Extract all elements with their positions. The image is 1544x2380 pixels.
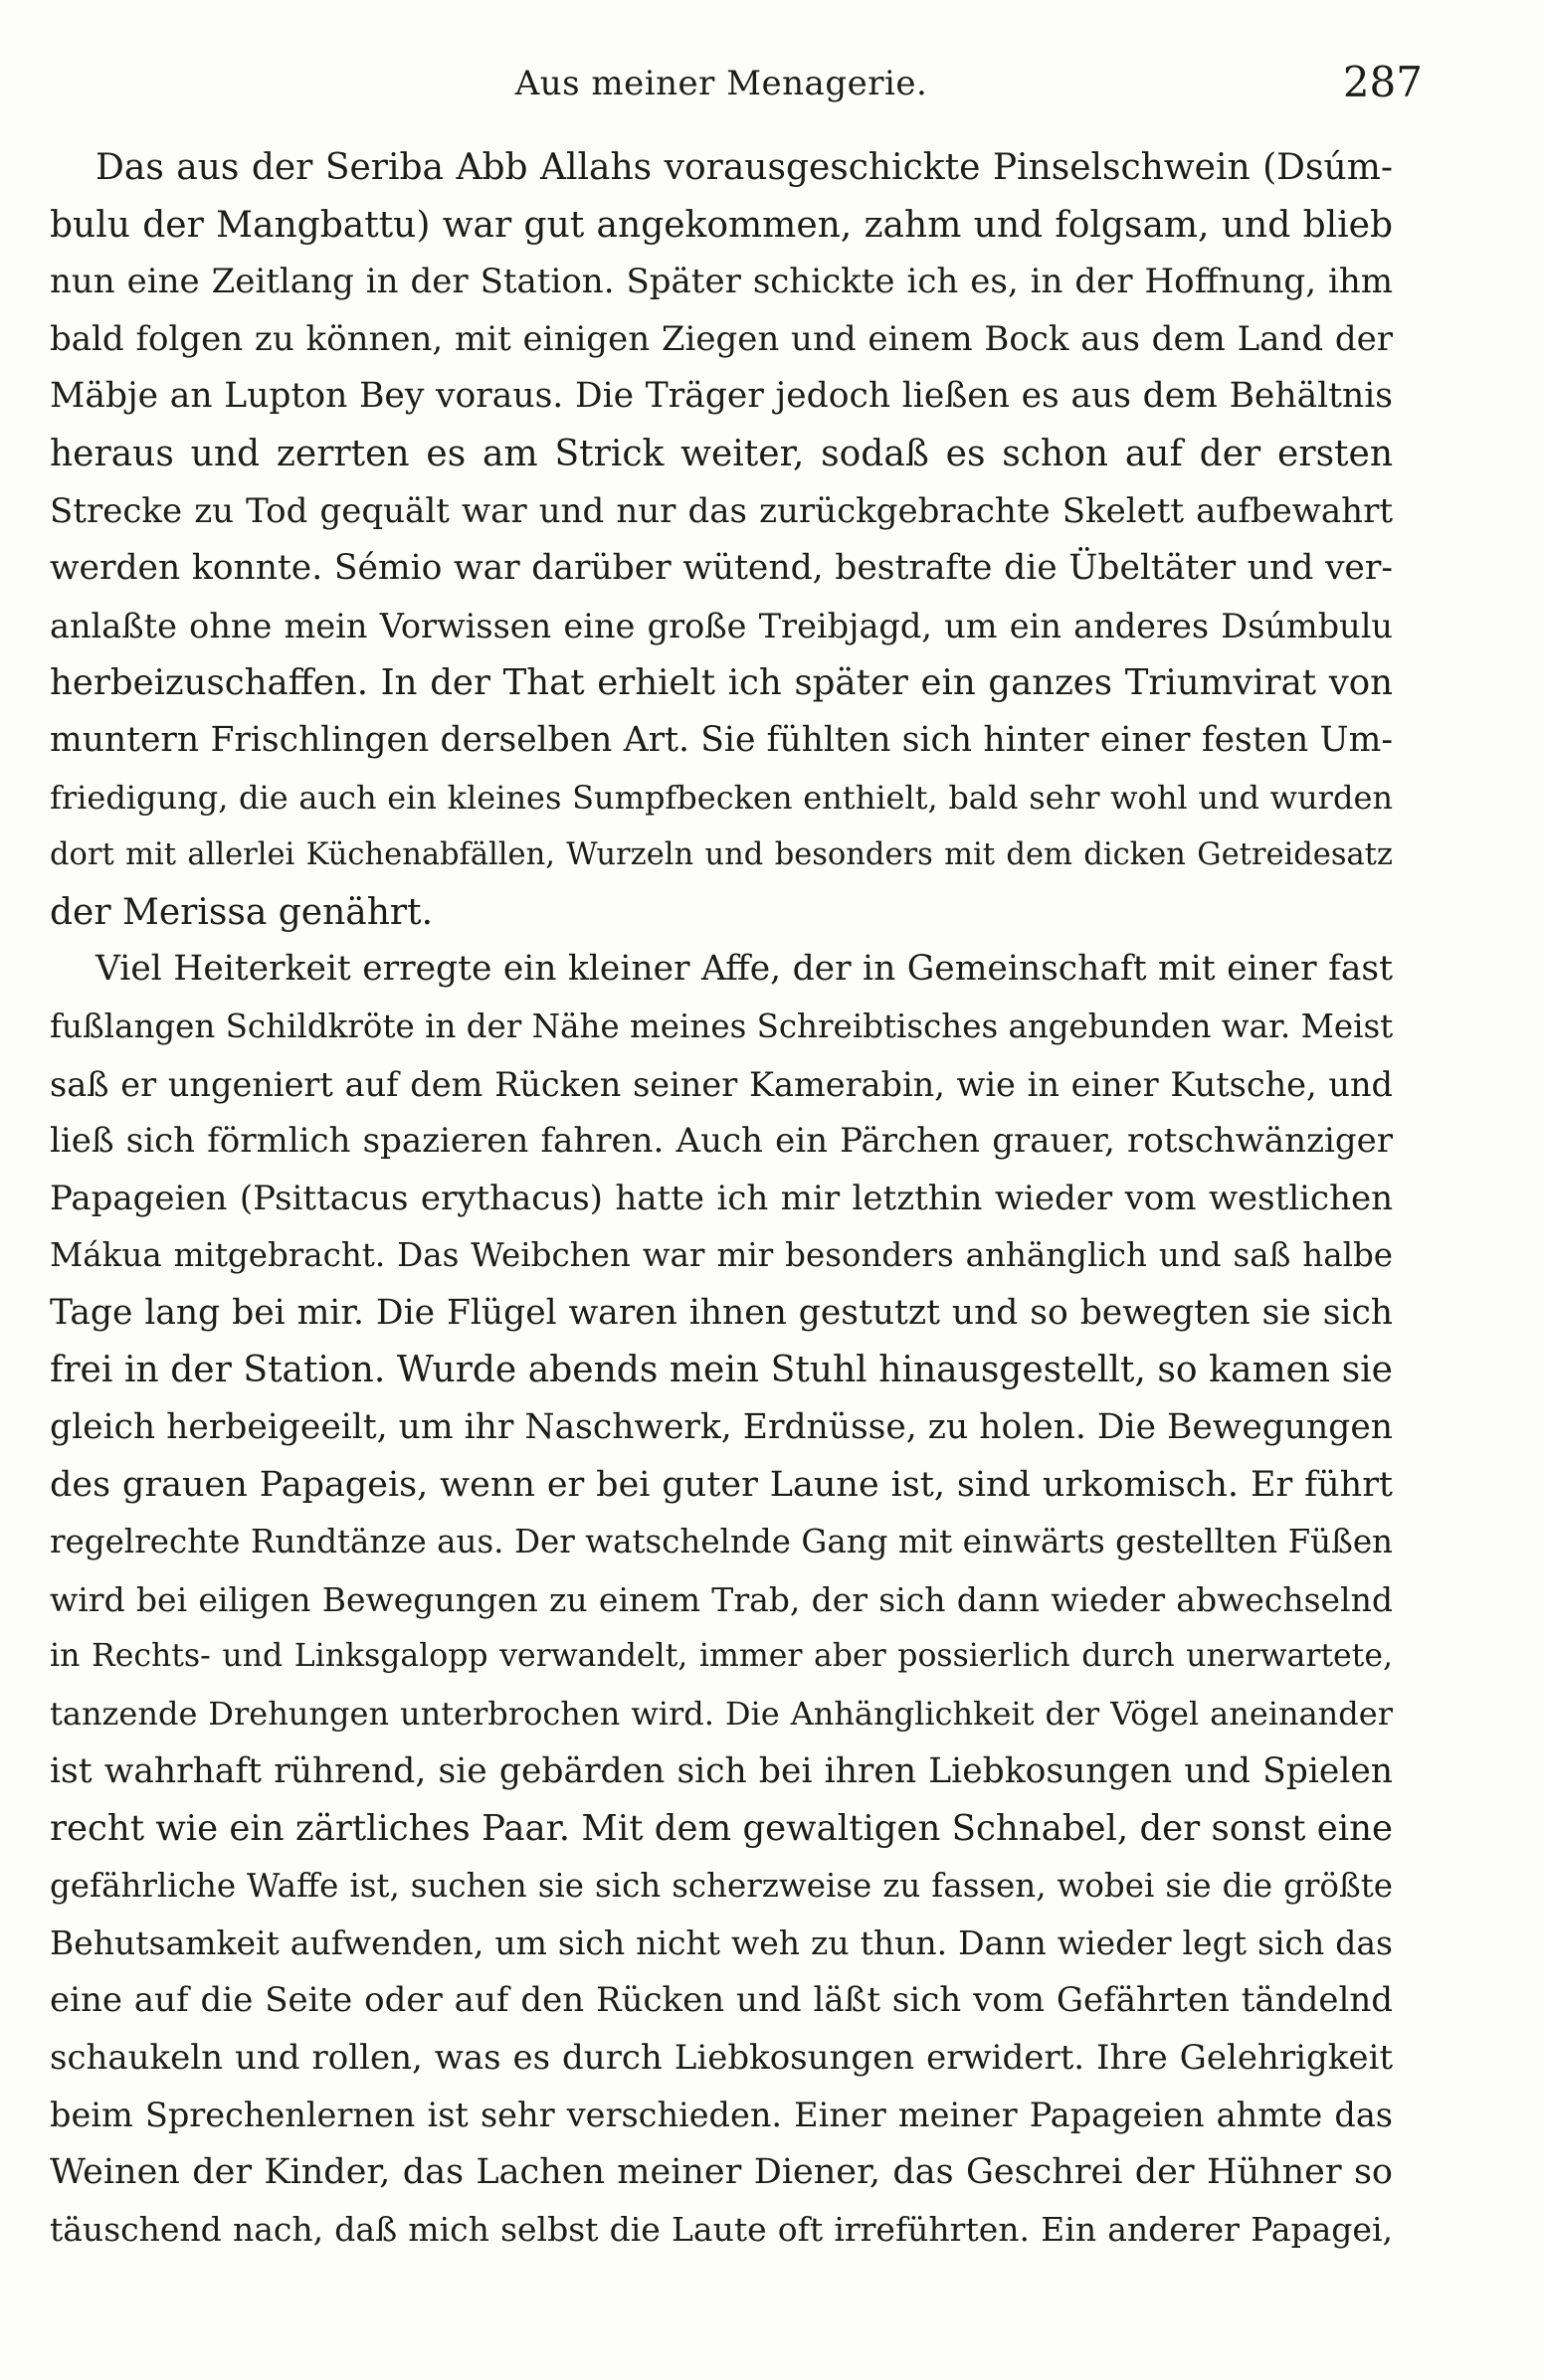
page-number: 287 [1342, 58, 1423, 106]
text-line: beim Sprechenlernen ist sehr verschieden. Einer meiner Papageien ahmte das [50, 2096, 1393, 2135]
text-line: anlaßte ohne mein Vorwissen eine große Treibjagd, um ein anderes Dsúmbulu [50, 606, 1393, 645]
text-line: ließ sich förmlich spazieren fahren. Auch ein Pärchen grauer, rotschwänziger [50, 1121, 1393, 1162]
text-line: friedigung, die auch ein kleines Sumpfbecken enthielt, bald sehr wohl und wurden [50, 778, 1393, 817]
text-line: saß er ungeniert auf dem Rücken seiner Kamerabin, wie in einer Kutsche, und [50, 1064, 1393, 1104]
text-line: täuschend nach, daß mich selbst die Laute oft irreführten. Ein anderer Papagei, [50, 2210, 1393, 2250]
text-line: werden konnte. Sémio war darüber wütend, bestrafte die Übeltäter und ver- [50, 548, 1393, 589]
text-line: fußlangen Schildkröte in der Nähe meines Schreibtisches angebunden war. Meist [50, 1007, 1393, 1045]
text-line: Strecke zu Tod gequält war und nur das zurückgebrachte Skelett aufbewahrt [50, 490, 1393, 531]
text-line: recht wie ein zärtliches Paar. Mit dem gewaltigen Schnabel, der sonst eine [50, 1808, 1393, 1850]
text-line: eine auf die Seite oder auf den Rücken und läßt sich vom Gefährten tändelnd [50, 1980, 1393, 2020]
text-line: in Rechts- und Linksgalopp verwandelt, immer aber possierlich durch unerwartete, [50, 1638, 1393, 1675]
text-line: Das aus der Seriba Abb Allahs vorausgeschickte Pinselschwein (Dsúm- [96, 147, 1393, 188]
text-line: regelrechte Rundtänze aus. Der watschelnde Gang mit einwärts gestellten Füßen [50, 1523, 1393, 1561]
text-line: Behutsamkeit aufwenden, um sich nicht weh zu thun. Dann wieder legt sich das [50, 1923, 1393, 1963]
text-line: wird bei eiligen Bewegungen zu einem Trab, der sich dann wieder abwechselnd [50, 1579, 1393, 1619]
text-line: tanzende Drehungen unterbrochen wird. Die Anhänglichkeit der Vögel aneinander [50, 1695, 1393, 1734]
text-line: des grauen Papageis, wenn er bei guter Laune ist, sind urkomisch. Er führt [50, 1464, 1393, 1505]
text-line: Viel Heiterkeit erregte ein kleiner Affe, der in Gemeinschaft mit einer fast [96, 949, 1393, 990]
text-line: bulu der Mangbattu) war gut angekommen, zahm und folgsam, und blieb [50, 204, 1393, 246]
body-text [50, 139, 1393, 2259]
text-line: Weinen der Kinder, das Lachen meiner Diener, das Geschrei der Hühner so [50, 2151, 1393, 2192]
text-line: heraus und zerrten es am Strick weiter, sodaß es schon auf der ersten [50, 433, 1393, 474]
text-line: bald folgen zu können, mit einigen Ziegen und einem Bock aus dem Land der [50, 318, 1393, 359]
text-line: herbeizuschaffen. In der That erhielt ich später ein ganzes Triumvirat von [50, 662, 1393, 704]
text-line: schaukeln und rollen, was es durch Liebkosungen erwidert. Ihre Gelehrigkeit [50, 2037, 1393, 2078]
text-line: dort mit allerlei Küchenabfällen, Wurzeln und besonders mit dem dicken Getreidesatz [50, 837, 1393, 873]
text-line: Mäbje an Lupton Bey voraus. Die Träger jedoch ließen es aus dem Behältnis [50, 376, 1393, 417]
running-title: Aus meiner Menagerie. [514, 64, 928, 103]
text-line: ist wahrhaft rührend, sie gebärden sich bei ihren Liebkosungen und Spielen [50, 1750, 1393, 1791]
text-line: muntern Frischlingen derselben Art. Sie fühlten sich hinter einer festen Um- [50, 719, 1393, 760]
text-line: nun eine Zeitlang in der Station. Später schickte ich es, in der Hoffnung, ihm [50, 262, 1393, 302]
text-line: gleich herbeigeeilt, um ihr Naschwerk, Erdnüsse, zu holen. Die Bewegungen [50, 1407, 1393, 1448]
text-line: Papageien (Psittacus erythacus) hatte ich mir letzthin wieder vom westlichen [50, 1178, 1393, 1218]
text-line: Mákua mitgebracht. Das Weibchen war mir besonders anhänglich und saß halbe [50, 1236, 1393, 1275]
text-line: Tage lang bei mir. Die Flügel waren ihnen gestutzt und so bewegten sie sich [50, 1292, 1393, 1333]
text-line: der Merissa genährt. [50, 891, 434, 933]
running-head [50, 58, 1423, 107]
text-line: gefährliche Waffe ist, suchen sie sich scherzweise zu fassen, wobei sie die größte [50, 1866, 1393, 1905]
text-line: frei in der Station. Wurde abends mein Stuhl hinausgestellt, so kamen sie [50, 1350, 1393, 1391]
